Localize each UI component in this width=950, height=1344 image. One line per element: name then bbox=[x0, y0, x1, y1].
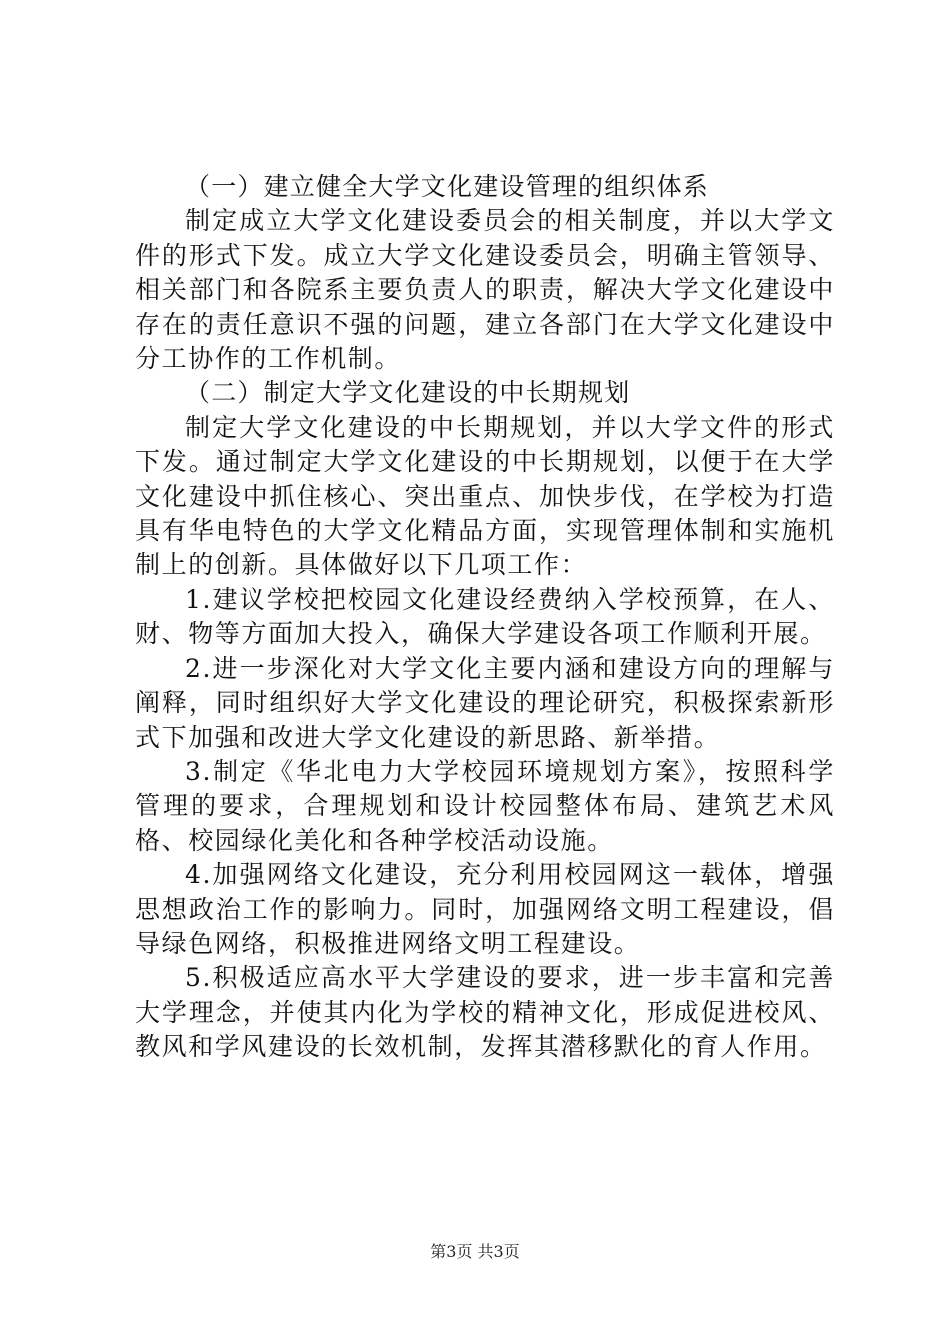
paragraph-2: 制定大学文化建设的中长期规划，并以大学文件的形式下发。通过制定大学文化建设的中长期规划，以便于在大学文化建设中抓住核心、突出重点、加快步伐，在学校为打造具有华电特色的大学文化精品方面，实现管理体制和实施机制上的创新。具体做好以下几项工作： bbox=[135, 412, 835, 580]
list-item-4: 4.加强网络文化建设，充分利用校园网这一载体，增强思想政治工作的影响力。同时，加强网络文明工程建设，倡导绿色网络，积极推进网络文明工程建设。 bbox=[135, 860, 835, 958]
list-item-2: 2.进一步深化对大学文化主要内涵和建设方向的理解与阐释，同时组织好大学文化建设的理论研究，积极探索新形式下加强和改进大学文化建设的新思路、新举措。 bbox=[135, 653, 835, 752]
section-heading-2: （二）制定大学文化建设的中长期规划 bbox=[185, 378, 631, 408]
list-item-1: 1.建议学校把校园文化建设经费纳入学校预算，在人、财、物等方面加大投入，确保大学建设各项工作顺利开展。 bbox=[135, 584, 835, 649]
page-footer: 第3页 共3页 bbox=[430, 1242, 520, 1261]
list-item-3: 3.制定《华北电力大学校园环境规划方案》，按照科学管理的要求，合理规划和设计校园整体布局、建筑艺术风格、校园绿化美化和各种学校活动设施。 bbox=[135, 756, 835, 855]
paragraph-1: 制定成立大学文化建设委员会的相关制度，并以大学文件的形式下发。成立大学文化建设委员会，明确主管领导、相关部门和各院系主要负责人的职责，解决大学文化建设中存在的责任意识不强的问题，建立各部门在大学文化建设中分工协作的工作机制。 bbox=[135, 206, 835, 374]
document-body bbox=[135, 170, 835, 1065]
section-heading-1: （一）建立健全大学文化建设管理的组织体系 bbox=[185, 172, 710, 201]
list-item-5: 5.积极适应高水平大学建设的要求，进一步丰富和完善大学理念，并使其内化为学校的精神文化，形成促进校风、教风和学风建设的长效机制，发挥其潜移默化的育人作用。 bbox=[135, 963, 835, 1062]
